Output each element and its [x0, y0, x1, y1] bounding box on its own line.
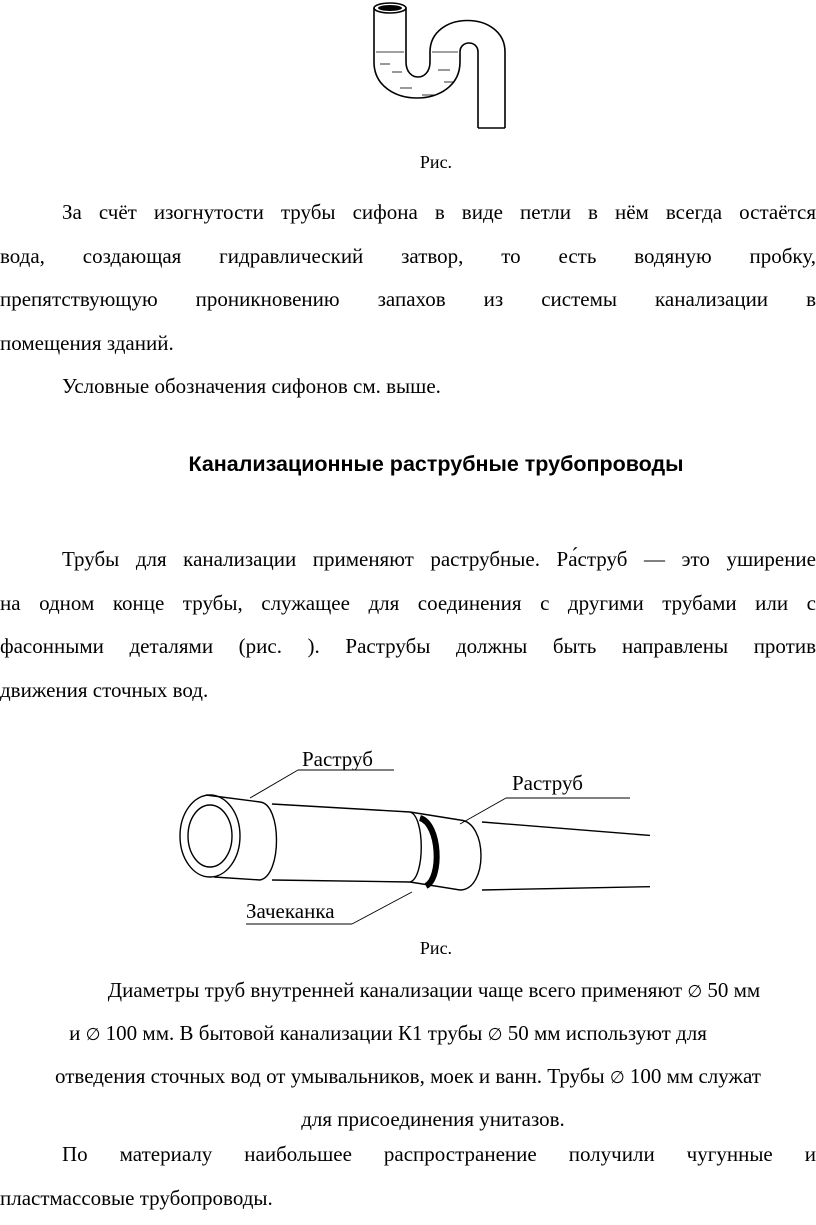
- paragraph-line: и ∅ 100 мм. В бытовой канализации К1 трубы ∅ 50 мм используют для: [69, 1021, 707, 1045]
- diameter-symbol: ∅: [609, 1068, 625, 1088]
- paragraph-notation: [0, 365, 816, 409]
- paragraph-line: Диаметры труб внутренней канализации чаще всего применяют ∅ 50 мм: [107, 978, 761, 1002]
- paragraph-materials: [0, 1133, 816, 1220]
- diameter-symbol: ∅: [487, 1025, 503, 1045]
- pipe-figure: [170, 740, 650, 940]
- paragraph-sockets: [0, 538, 816, 712]
- paragraph-line: препятствующую проникновению запахов из системы канализации в: [0, 287, 816, 311]
- paragraph-line: фасонными деталями (рис. ). Раструбы должны быть направлены против: [0, 634, 816, 658]
- figure-caption: Рис.: [419, 152, 453, 172]
- paragraph-diameters: [0, 970, 816, 1140]
- paragraph-line: для присоединения унитазов.: [301, 1107, 565, 1131]
- paragraph-line: вода, создающая гидравлический затвор, то есть водяную пробку,: [0, 243, 816, 268]
- siphon-figure: [360, 0, 510, 135]
- diameter-symbol: ∅: [687, 982, 703, 1002]
- diameter-symbol: ∅: [85, 1025, 101, 1045]
- paragraph-line: движения сточных вод.: [0, 677, 209, 702]
- label-socket-right: Раструб: [512, 771, 583, 795]
- label-caulking: Зачеканка: [246, 899, 335, 923]
- paragraph-line: отведения сточных вод от умывальников, моек и ванн. Трубы ∅ 100 мм служат: [55, 1064, 761, 1088]
- paragraph-line: Условные обозначения сифонов см. выше.: [62, 374, 441, 398]
- paragraph-line: Трубы для канализации применяют раструбные. Ра́струб — это уширение: [62, 547, 816, 571]
- paragraph-line: пластмассовые трубопроводы.: [0, 1185, 273, 1210]
- paragraph-line: По материалу наибольшее распространение получили чугунные и: [62, 1142, 816, 1166]
- paragraph-siphon: [0, 191, 816, 365]
- paragraph-line: на одном конце трубы, служащее для соединения с другими трубами или с: [0, 590, 816, 615]
- paragraph-line: За счёт изогнутости трубы сифона в виде петли в нём всегда остаётся: [62, 200, 816, 224]
- paragraph-line: помещения зданий.: [0, 330, 174, 355]
- figure-caption: Рис.: [419, 938, 453, 958]
- label-socket-left: Раструб: [302, 747, 373, 771]
- section-heading: Канализационные раструбные трубопроводы: [188, 452, 684, 476]
